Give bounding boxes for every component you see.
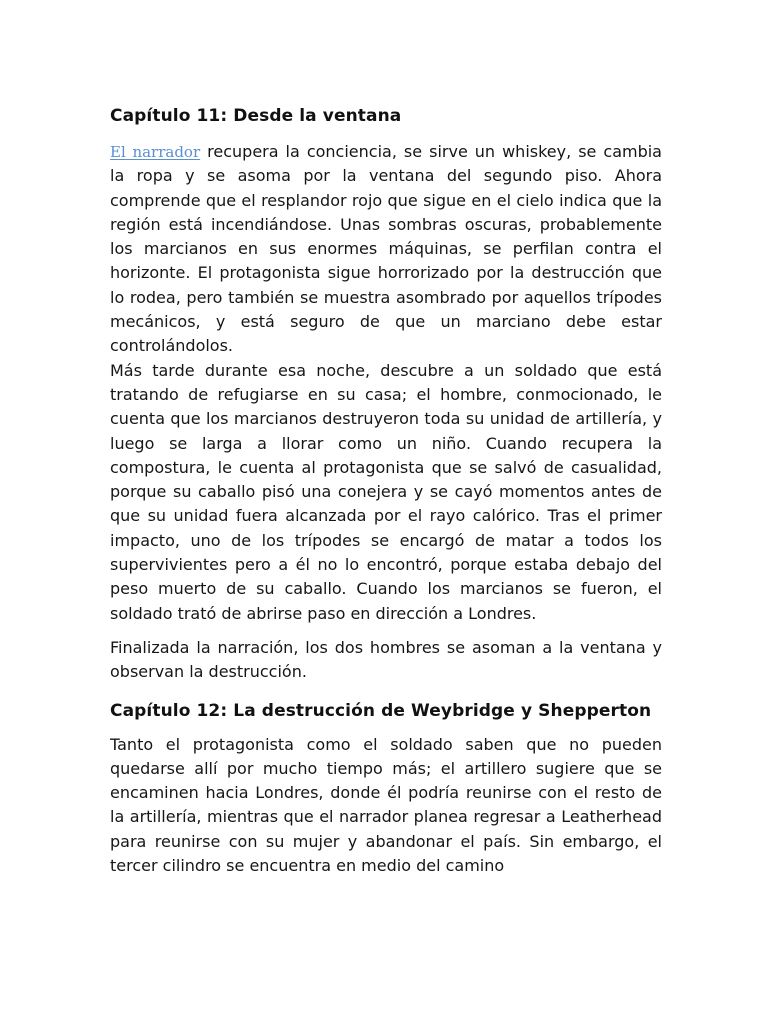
chapter-11-title: Capítulo 11: Desde la ventana bbox=[110, 106, 402, 126]
chapter-11-paragraph-1-text: recupera la conciencia, se sirve un whiskey, se cambia la ropa y se asoma por la ventana del segundo piso. Ahora comprende que el resplandor rojo que sigue en el cielo indica que la región está incendiándose. Unas sombras oscuras, probablemente los marcianos en sus enormes máquinas, se perfilan contra el horizonte. El protagonista sigue horrorizado por la destrucción que lo rodea, pero también se muestra asombrado por aquellos trípodes mecánicos, y está seguro de que un marciano debe estar controlándolos. bbox=[110, 142, 662, 356]
narrator-link[interactable]: El narrador bbox=[110, 143, 201, 161]
chapter-12-title: Capítulo 12: La destrucción de Weybridge y Shepperton bbox=[110, 700, 652, 721]
chapter-11-paragraph-3: Finalizada la narración, los dos hombres se asoman a la ventana y observan la destrucción. bbox=[110, 637, 662, 682]
chapter-12-paragraph-1: Tanto el protagonista como el soldado saben que no pueden quedarse allí por mucho tiempo más; el artillero sugiere que se encaminen hacia Londres, donde él podría reunirse con el resto de la artillería, mientras que el narrador planea regresar a Leatherhead para reunirse con su mujer y abandonar el país. Sin embargo, el tercer cilindro se encuentra en medio del camino bbox=[110, 734, 662, 876]
chapter-11-paragraph-2: Más tarde durante esa noche, descubre a un soldado que está tratando de refugiarse en su casa; el hombre, conmocionado, le cuenta que los marcianos destruyeron toda su unidad de artillería, y luego se larga a llorar como un niño. Cuando recupera la compostura, le cuenta al protagonista que se salvó de casualidad, porque su caballo pisó una conejera y se cayó momentos antes de que su unidad fuera alcanzada por el rayo calórico. Tras el primer impacto, uno de los trípodes se encargó de matar a todos los supervivientes pero a él no lo encontró, porque estaba debajo del peso muerto de su caballo. Cuando los marcianos se fueron, el soldado trató de abrirse paso en dirección a Londres. bbox=[110, 360, 662, 623]
chapter-11-paragraph-1 bbox=[110, 140, 662, 359]
